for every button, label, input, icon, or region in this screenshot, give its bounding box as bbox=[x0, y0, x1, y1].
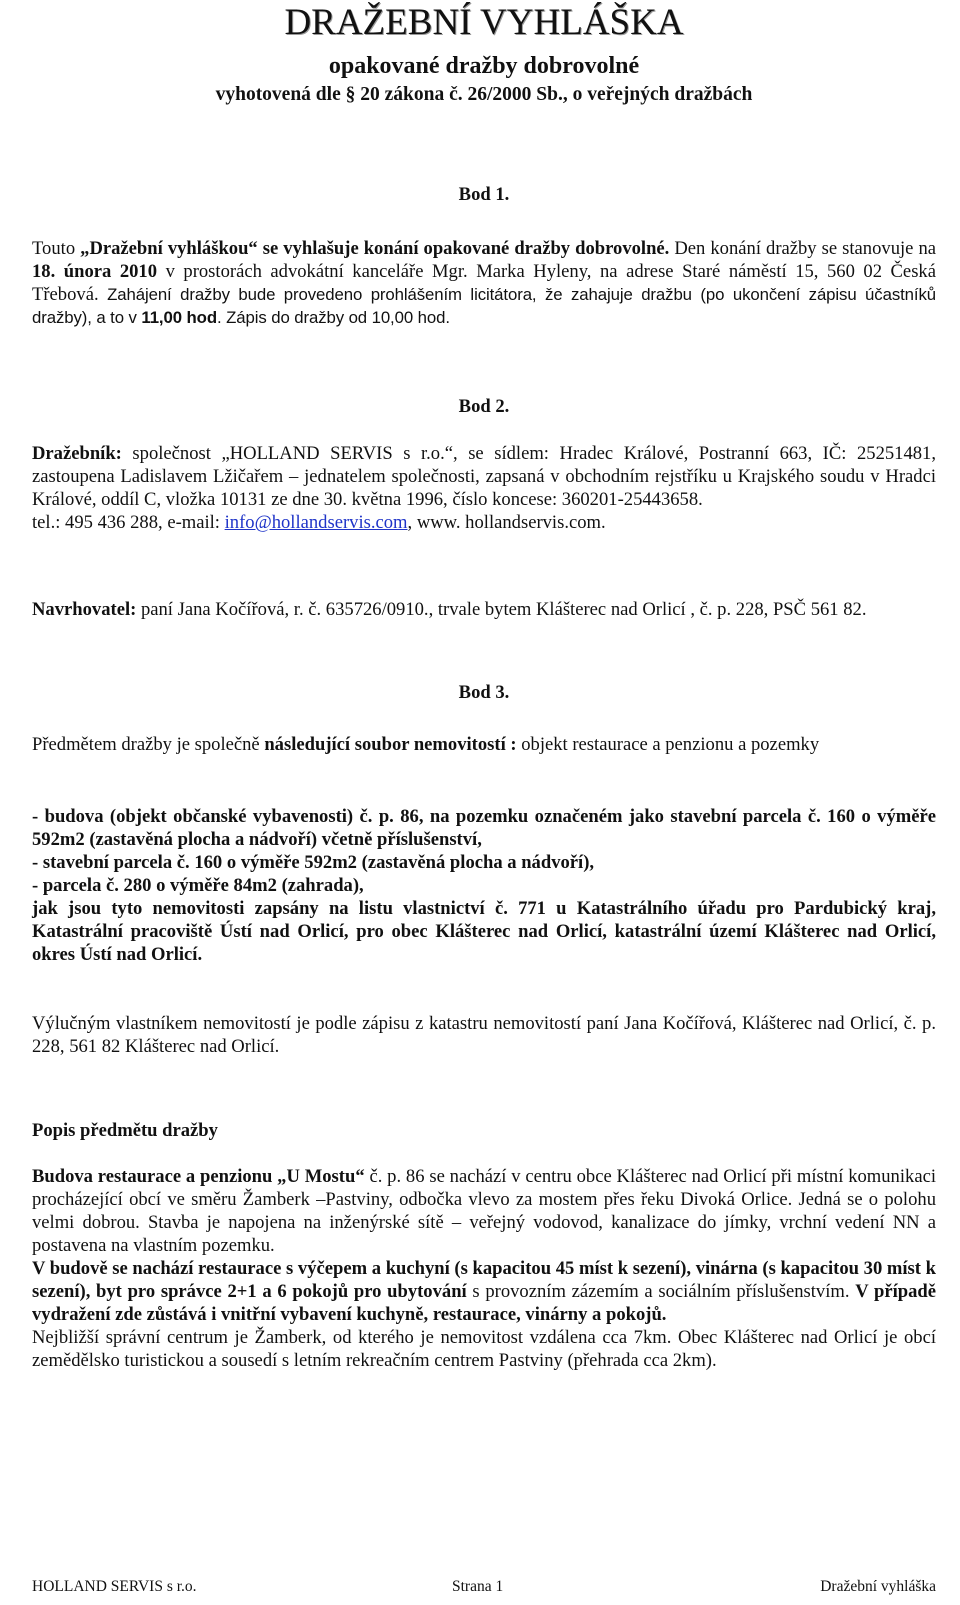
page-footer bbox=[32, 1575, 936, 1597]
bod-1-paragraph: Touto „Dražební vyhláškou“ se vyhlašuje konání opakované dražby dobrovolné. Den konání dražby se stanovuje na 18. února 2010 v prostorách advokátní kanceláře Mgr. Marka Hyleny, na adrese Staré náměstí 15, 560 02 Česká Třebová. Zahájení dražby bude provedeno prohlášením licitátora, že zahajuje dražbu (po ukončení zápisu účastníků dražby), a to v 11,00 hod. Zápis do dražby od 10,00 hod. bbox=[32, 238, 936, 327]
section-heading-bod-1: Bod 1. bbox=[458, 184, 510, 205]
footer-page-number: Strana 1 bbox=[452, 1578, 504, 1595]
section-heading-bod-3: Bod 3. bbox=[458, 682, 510, 703]
footer-company: HOLLAND SERVIS s r.o. bbox=[32, 1578, 197, 1595]
description-paragraph: V budově se nachází restaurace s výčepem a kuchyní (s kapacitou 45 míst k sezení), vinárna (s kapacitou 30 míst k sezení), byt pro správce 2+1 a 6 pokojů pro ubytování s provozním zázemím a sociálním příslušenstvím. V případě vydražení zde zůstává i vnitřní vybavení kuchyně, restaurace, vinárny a pokojů. bbox=[32, 1258, 936, 1325]
list-item: - budova (objekt občanské vybavenosti) č. p. 86, na pozemku označeném jako stavební parcela č. 160 o výměře 592m2 (zastavěná plocha a nádvoří) včetně příslušenství, bbox=[32, 806, 936, 850]
list-item: jak jsou tyto nemovitosti zapsány na listu vlastnictví č. 771 u Katastrálního úřadu pro Pardubický kraj, Katastrální pracoviště Ústí nad Orlicí, pro obec Klášterec nad Orlicí, katastrální území Klášterec nad Orlicí, okres Ústí nad Orlicí. bbox=[32, 898, 936, 965]
auction-subject-paragraph: Předmětem dražby je společně následující soubor nemovitostí : objekt restaurace a penzionu a pozemky bbox=[32, 734, 820, 755]
auctioneer-block bbox=[32, 442, 936, 534]
list-item: - parcela č. 280 o výměře 84m2 (zahrada), bbox=[32, 875, 364, 896]
description-heading: Popis předmětu dražby bbox=[32, 1120, 218, 1141]
contact-line: tel.: 495 436 288, e-mail: info@hollandservis.com, www. hollandservis.com. bbox=[32, 512, 606, 533]
document-title: DRAŽEBNÍ VYHLÁŠKA bbox=[284, 2, 684, 43]
description-paragraph: Budova restaurace a penzionu „U Mostu“ č. p. 86 se nachází v centru obce Klášterec nad Orlicí při místní komunikaci procházející obcí ve směru Žamberk –Pastviny, odbočka vlevo za mostem přes řeku Divoká Orlice. Jedná se o polohu velmi dobrou. Stavba je napojena na inženýrské sítě – veřejný vodovod, kanalizace do jímky, vrchní vedení NN a postavena na vlastním pozemku. bbox=[32, 1166, 936, 1256]
property-list bbox=[32, 805, 936, 966]
auctioneer-paragraph: Dražebník: společnost „HOLLAND SERVIS s r.o.“, se sídlem: Hradec Králové, Postranní 663, IČ: 25251481, zastoupena Ladislavem Lžičařem – jednatelem společnosti, zapsaná v obchodním rejstříku u Krajského soudu v Hradci Králové, oddíl C, vložka 10131 ze dne 30. května 1996, číslo koncese: 360201-25443658. bbox=[32, 443, 936, 510]
owner-paragraph: Výlučným vlastníkem nemovitostí je podle zápisu z katastru nemovitostí paní Jana Kočířová, Klášterec nad Orlicí, č. p. 228, 561 82 Klášterec nad Orlicí. bbox=[32, 1013, 936, 1057]
list-item: - stavební parcela č. 160 o výměře 592m2 (zastavěná plocha a nádvoří), bbox=[32, 852, 595, 873]
description-block bbox=[32, 1165, 936, 1372]
section-heading-bod-2: Bod 2. bbox=[458, 396, 510, 417]
document-subtitle: opakované dražby dobrovolné bbox=[328, 53, 640, 79]
footer-document-title: Dražební vyhláška bbox=[820, 1578, 936, 1595]
description-paragraph: Nejbližší správní centrum je Žamberk, od kterého je nemovitost vzdálena cca 7km. Obec Klášterec nad Orlicí je obcí zemědělsko turistickou a sousedí s letním rekreačním centrem Pastviny (přehrada cca 2km). bbox=[32, 1327, 936, 1371]
legal-basis-line: vyhotovená dle § 20 zákona č. 26/2000 Sb., o veřejných dražbách bbox=[215, 84, 753, 105]
email-link[interactable]: info@hollandservis.com bbox=[224, 512, 408, 533]
proposer-paragraph: Navrhovatel: paní Jana Kočířová, r. č. 635726/0910., trvale bytem Klášterec nad Orlicí , č. p. 228, PSČ 561 82. bbox=[32, 599, 867, 620]
